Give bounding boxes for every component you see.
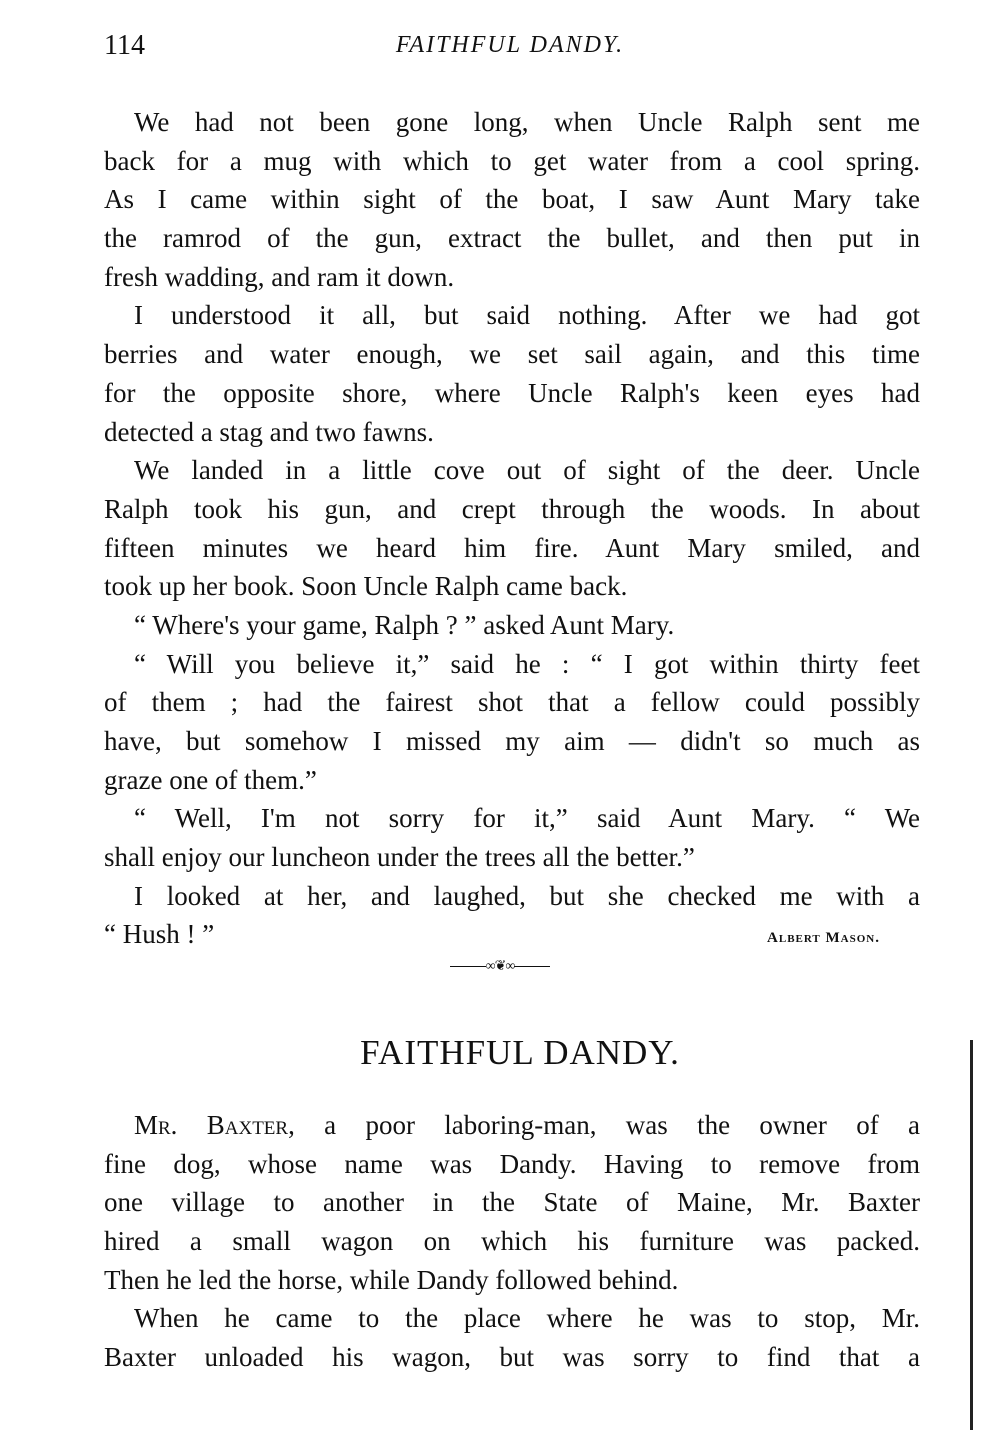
text-line	[104, 1261, 920, 1300]
text-line	[104, 451, 920, 490]
text-line	[104, 374, 920, 413]
ornament-rule-left	[450, 966, 486, 967]
line-text: fifteen minutes we heard him fire. Aunt Mary smiled, and	[104, 532, 920, 563]
margin-rule	[970, 1040, 973, 1430]
running-title: FAITHFUL DANDY.	[395, 32, 625, 58]
text-line	[104, 567, 920, 606]
text-line	[104, 529, 920, 568]
line-text: shall enjoy our luncheon under the trees all the better.”	[104, 842, 695, 873]
line-text: for the opposite shore, where Uncle Ralph's keen eyes had	[104, 377, 920, 408]
line-text: fine dog, whose name was Dandy. Having to remove from	[104, 1148, 920, 1179]
line-text: Ralph took his gun, and crept through the woods. In about	[104, 493, 920, 524]
text-line	[104, 915, 920, 954]
line-text: back for a mug with which to get water from a cool spring.	[104, 145, 920, 176]
text-line	[104, 606, 920, 645]
ornament-rule-right	[514, 966, 550, 967]
text-line	[104, 1183, 920, 1222]
text-line	[104, 761, 920, 800]
text-line	[104, 838, 920, 877]
text-line	[104, 103, 920, 142]
line-text: berries and water enough, we set sail again, and this time	[104, 339, 920, 370]
line-text: detected a stag and two fawns.	[104, 416, 434, 447]
line-text: graze one of them.”	[104, 764, 317, 795]
text-line	[104, 219, 920, 258]
line-text: hired a small wagon on which his furniture was packed.	[104, 1226, 920, 1257]
line-text: I looked at her, and laughed, but she checked me with a	[134, 880, 920, 911]
text-line	[104, 877, 920, 916]
line-text: fresh wadding, and ram it down.	[104, 261, 455, 292]
ornament-glyph: ∞❦∞	[485, 959, 515, 974]
line-text: Baxter unloaded his wagon, but was sorry to find that a	[104, 1342, 920, 1373]
line-text: We landed in a little cove out of sight of the deer. Uncle	[134, 455, 920, 486]
line-text: “ Where's your game, Ralph ? ” asked Aunt Mary.	[134, 609, 675, 640]
text-line	[104, 799, 920, 838]
text-line	[104, 142, 920, 181]
line-text: When he came to the place where he was to stop, Mr.	[134, 1303, 920, 1334]
line-text: As I came within sight of the boat, I saw Aunt Mary take	[104, 184, 920, 215]
text-line	[104, 722, 920, 761]
line-text: We had not been gone long, when Uncle Ralph sent me	[134, 107, 920, 137]
text-line	[104, 1222, 920, 1261]
story-2-text	[104, 1106, 920, 1377]
line-text: one village to another in the State of Maine, Mr. Baxter	[104, 1187, 920, 1218]
line-text: took up her book. Soon Uncle Ralph came back.	[104, 571, 628, 602]
story-1-text	[104, 103, 920, 958]
page-number: 114	[104, 30, 145, 61]
ornament-divider	[0, 958, 1000, 975]
line-text: I understood it all, but said nothing. After we had got	[134, 300, 920, 331]
text-line	[104, 490, 920, 529]
line-text: “ Hush ! ”	[104, 919, 215, 950]
text-line	[104, 180, 920, 219]
text-line	[104, 645, 920, 684]
text-line	[104, 413, 920, 452]
author-attribution: Albert Mason.	[767, 930, 880, 947]
small-caps-name: Mr. Baxter,	[134, 1110, 295, 1140]
line-text: have, but somehow I missed my aim — didn't so much as	[104, 726, 920, 756]
line-text: the ramrod of the gun, extract the bullet, and then put in	[104, 223, 920, 254]
text-line	[104, 335, 920, 374]
line-text: a poor laboring-man, was the owner of a	[294, 1110, 920, 1140]
line-text: Then he led the horse, while Dandy followed behind.	[104, 1264, 679, 1295]
text-line	[104, 296, 920, 335]
line-text: of them ; had the fairest shot that a fellow could possibly	[104, 687, 920, 718]
line-text: “ Will you believe it,” said he : “ I got within thirty feet	[134, 648, 920, 679]
chapter-title: FAITHFUL DANDY.	[360, 1033, 680, 1072]
text-line	[104, 1338, 920, 1377]
line-text: “ Well, I'm not sorry for it,” said Aunt Mary. “ We	[134, 803, 920, 834]
text-line	[104, 1299, 920, 1338]
text-line	[104, 1106, 920, 1145]
text-line	[104, 1145, 920, 1184]
text-line	[104, 258, 920, 297]
text-line	[104, 683, 920, 722]
